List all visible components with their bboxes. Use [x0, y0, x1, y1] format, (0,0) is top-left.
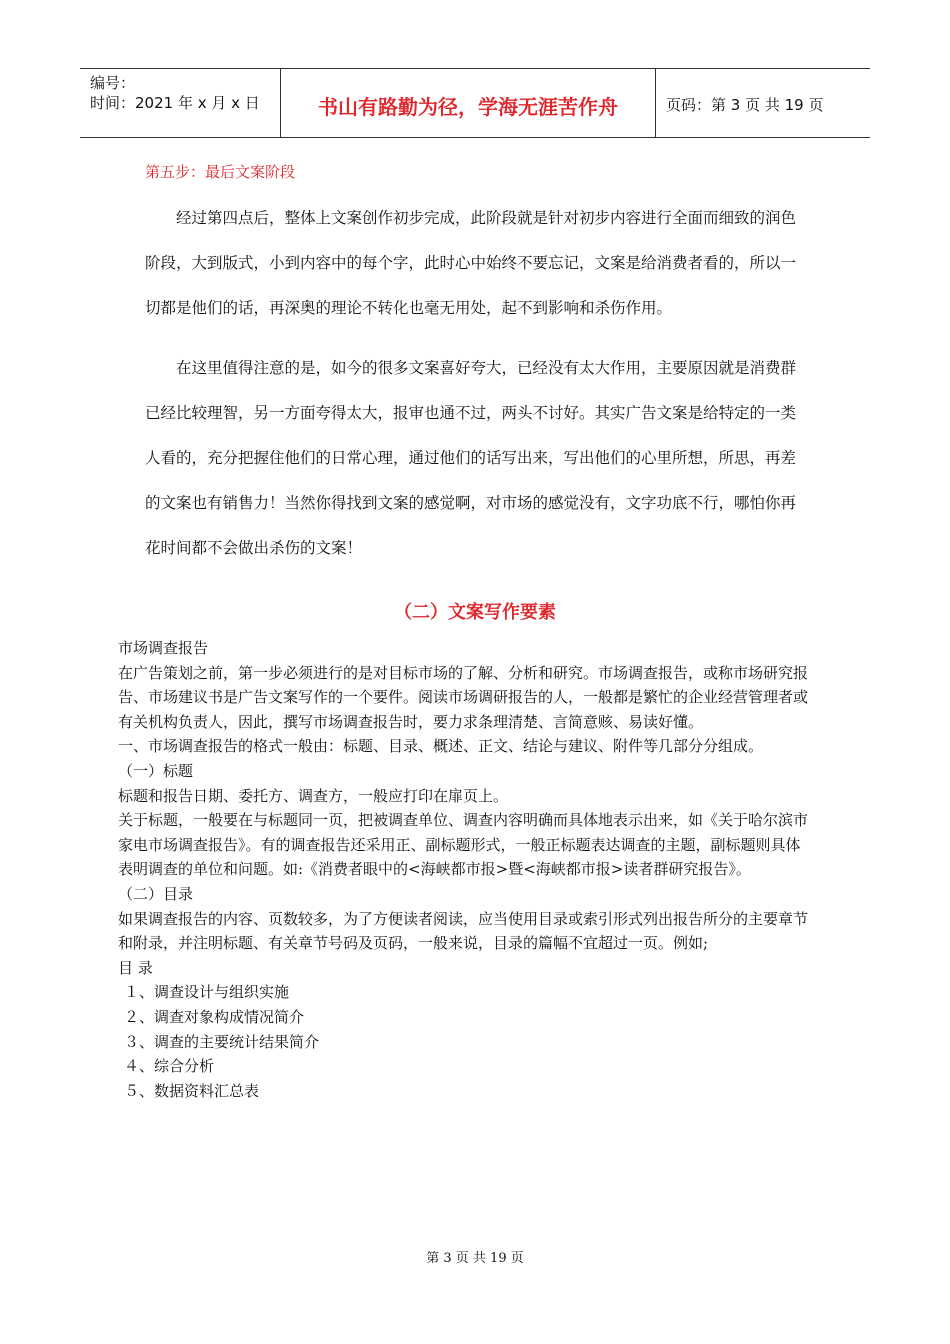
paragraph-1: [145, 196, 807, 331]
toc-item: ５、数据资料汇总表: [124, 1081, 260, 1100]
body-paragraph: 如果调查报告的内容、页数较多，为了方便读者阅读，应当使用目录或索引形式列出报告所分的主要章节和附录，并注明标题、有关章节号码及页码，一般来说，目录的篇幅不宜超过一页。例如;: [118, 909, 809, 953]
body-subheading: （一）标题: [118, 761, 194, 780]
body-paragraph: 关于标题，一般要在与标题同一页，把被调查单位、调查内容明确而具体地表示出来，如《关于哈尔滨市家电市场调查报告》。有的调查报告还采用正、副标题形式，一般正标题表达调查的主题，副标题则具体表明调查的单位和问题。如:《消费者眼中的<海峡都市报>暨<海峡都市报>读者群研究报告》。: [118, 811, 809, 879]
toc-list: [118, 980, 808, 1103]
step-title: 第五步：最后文案阶段: [145, 163, 296, 181]
toc-item: １、调查设计与组织实施: [124, 983, 290, 1002]
paragraph-2: [145, 346, 807, 571]
toc-item: ３、调查的主要统计结果简介: [124, 1032, 320, 1051]
body-paragraph: 一、市场调查报告的格式一般由：标题、目录、概述、正文、结论与建议、附件等几部分分组成。: [118, 737, 764, 756]
section-title: （二）文案写作要素: [394, 602, 556, 623]
toc-item: ４、综合分析: [124, 1057, 215, 1076]
header-page-cell: [656, 69, 870, 137]
page-footer: 第 3 页 共 19 页: [426, 1251, 524, 1266]
body-text: [118, 636, 808, 1103]
toc-item: ２、调查对象构成情况简介: [124, 1007, 305, 1026]
toc-title: 目 录: [118, 958, 153, 977]
header-page-label: 页码：第 3 页 共 19 页: [666, 96, 824, 114]
header-info-cell: [80, 69, 281, 137]
body-paragraph: 在广告策划之前，第一步必须进行的是对目标市场的了解、分析和研究。市场调查报告，或称市场研究报告、市场建议书是广告文案写作的一个要件。阅读市场调研报告的人，一般都是繁忙的企业经营管理者或有关机构负责人，因此，撰写市场调查报告时，要力求条理清楚、言简意赅、易读好懂。: [118, 663, 809, 731]
header-motto: 书山有路勤为径，学海无涯苦作舟: [318, 95, 618, 119]
header-motto-cell: [281, 69, 656, 137]
body-subheading: （二）目录: [118, 884, 194, 903]
header-table: [80, 68, 870, 138]
paragraph-2-text: 在这里值得注意的是，如今的很多文案喜好夸大，已经没有太大作用，主要原因就是消费群已经比较理智，另一方面夸得太大，报审也通不过，两头不讨好。其实广告文案是给特定的一类人看的，充分把握住他们的日常心理，通过他们的话写出来，写出他们的心里所想，所思，再差的文案也有销售力！当然你得找到文案的感觉啊，对市场的感觉没有，文字功底不行，哪怕你再花时间都不会做出杀伤的文案！: [145, 359, 797, 557]
body-paragraph: 标题和报告日期、委托方、调查方，一般应打印在扉页上。: [118, 786, 509, 805]
body-heading-market-report: 市场调查报告: [118, 639, 209, 657]
doc-number-label: 编号：: [90, 74, 136, 92]
doc-date-label: 时间：2021 年 x 月 x 日: [90, 94, 260, 112]
paragraph-1-text: 经过第四点后，整体上文案创作初步完成，此阶段就是针对初步内容进行全面而细致的润色阶段，大到版式，小到内容中的每个字，此时心中始终不要忘记，文案是给消费者看的，所以一切都是他们的话，再深奥的理论不转化也毫无用处，起不到影响和杀伤作用。: [145, 209, 797, 317]
